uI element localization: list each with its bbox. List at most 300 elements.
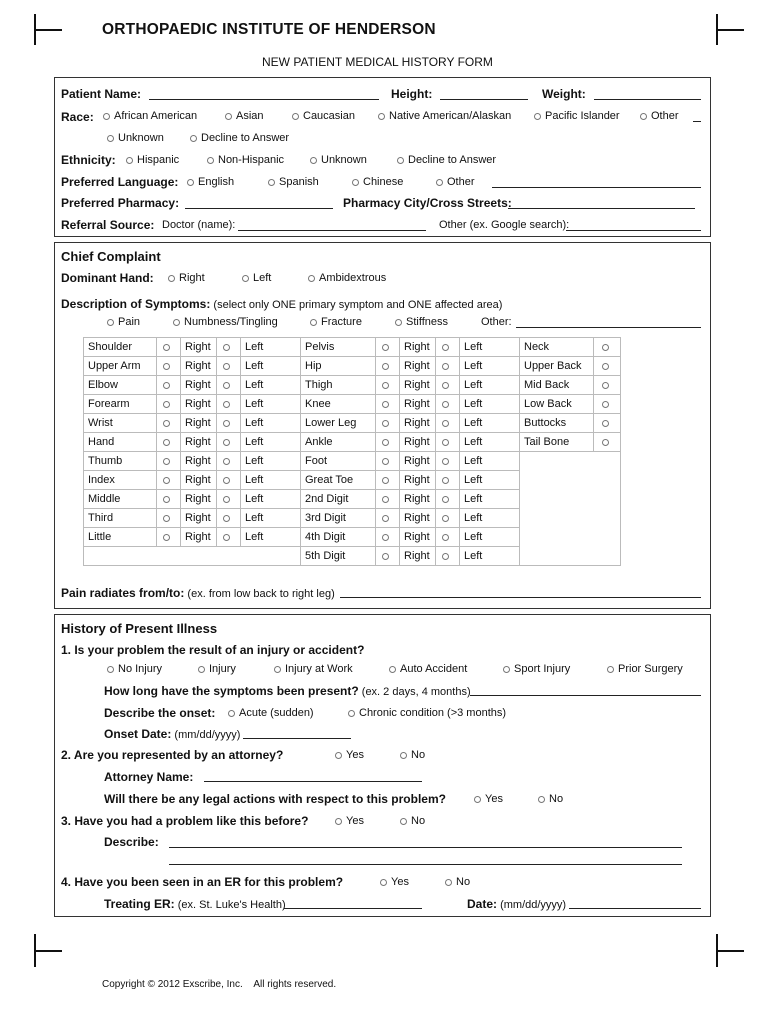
- left-label: Left: [460, 490, 520, 509]
- radio-cell[interactable]: [436, 395, 460, 414]
- er-field[interactable]: [284, 908, 422, 909]
- radio-icon: [348, 710, 355, 717]
- attorney-yes-option[interactable]: Yes: [335, 749, 364, 761]
- right-label: Right: [400, 376, 436, 395]
- radio-cell[interactable]: [157, 471, 181, 490]
- injury-option[interactable]: No Injury: [107, 663, 162, 675]
- symptom-option[interactable]: Fracture: [310, 316, 362, 328]
- radio-icon: [352, 179, 359, 186]
- table-row: [84, 376, 621, 395]
- radio-icon: [607, 666, 614, 673]
- hpi-section: [54, 614, 711, 917]
- referral-doctor-field[interactable]: [238, 230, 426, 231]
- radio-cell[interactable]: [594, 376, 621, 395]
- radio-cell[interactable]: [157, 338, 181, 357]
- body-part-cell: Hand: [84, 433, 157, 452]
- radio-icon: [534, 113, 541, 120]
- injury-option[interactable]: Injury at Work: [274, 663, 353, 675]
- right-label: Right: [181, 376, 217, 395]
- radio-icon: [602, 382, 609, 389]
- radio-icon: [602, 401, 609, 408]
- left-label: Left: [460, 452, 520, 471]
- language-option[interactable]: English: [187, 176, 234, 188]
- radio-cell[interactable]: [376, 376, 400, 395]
- race-option[interactable]: Pacific Islander: [534, 110, 620, 122]
- radio-icon: [397, 157, 404, 164]
- radio-icon: [378, 113, 385, 120]
- radio-cell[interactable]: [157, 433, 181, 452]
- right-label: Right: [181, 338, 217, 357]
- radio-icon: [163, 420, 170, 427]
- radio-cell[interactable]: [436, 433, 460, 452]
- radio-cell[interactable]: [376, 338, 400, 357]
- radio-icon: [223, 401, 230, 408]
- body-part-cell: Knee: [301, 395, 376, 414]
- left-label: Left: [241, 357, 301, 376]
- radio-icon: [292, 113, 299, 120]
- radio-cell[interactable]: [217, 452, 241, 471]
- radio-cell[interactable]: [436, 357, 460, 376]
- er-date-row: [467, 897, 566, 911]
- radio-icon: [335, 818, 342, 825]
- radio-cell[interactable]: [217, 376, 241, 395]
- right-label: Right: [181, 357, 217, 376]
- radio-icon: [190, 135, 197, 142]
- right-label: Right: [181, 433, 217, 452]
- radio-cell[interactable]: [436, 376, 460, 395]
- right-label: Right: [181, 509, 217, 528]
- radio-icon: [107, 666, 114, 673]
- radio-icon: [442, 420, 449, 427]
- q2-label: 2. Are you represented by an attorney?: [61, 748, 284, 762]
- body-part-cell: Wrist: [84, 414, 157, 433]
- radio-cell[interactable]: [376, 395, 400, 414]
- empty-cell: [84, 547, 301, 566]
- injury-option[interactable]: Injury: [198, 663, 236, 675]
- right-label: Right: [181, 414, 217, 433]
- radio-cell[interactable]: [436, 471, 460, 490]
- crop-mark-br-h: [716, 950, 744, 952]
- race-option[interactable]: Unknown: [107, 132, 164, 144]
- height-label: Height:: [391, 87, 433, 101]
- radio-icon: [163, 401, 170, 408]
- body-part-cell: Upper Back: [520, 357, 594, 376]
- body-part-cell: Index: [84, 471, 157, 490]
- symptom-option[interactable]: Stiffness: [395, 316, 448, 328]
- ethnicity-option[interactable]: Unknown: [310, 154, 367, 166]
- radio-cell[interactable]: [157, 414, 181, 433]
- injury-option[interactable]: Auto Accident: [389, 663, 467, 675]
- radio-icon: [442, 363, 449, 370]
- prior-no-option[interactable]: No: [400, 815, 425, 827]
- left-label: Left: [241, 490, 301, 509]
- dominant-hand-option[interactable]: Ambidextrous: [308, 272, 386, 284]
- radiates-field[interactable]: [340, 597, 701, 598]
- referral-label: Referral Source:: [61, 218, 155, 232]
- right-label: Right: [181, 395, 217, 414]
- radio-cell[interactable]: [217, 471, 241, 490]
- radio-icon: [445, 879, 452, 886]
- body-part-cell: Thumb: [84, 452, 157, 471]
- left-label: Left: [241, 452, 301, 471]
- radio-icon: [640, 113, 647, 120]
- radio-cell[interactable]: [376, 452, 400, 471]
- race-option[interactable]: Other: [640, 110, 679, 122]
- institute-title: ORTHOPAEDIC INSTITUTE OF HENDERSON: [102, 21, 436, 38]
- radio-icon: [198, 666, 205, 673]
- radio-cell[interactable]: [436, 414, 460, 433]
- right-label: Right: [181, 452, 217, 471]
- radio-cell[interactable]: [217, 490, 241, 509]
- radio-cell[interactable]: [157, 376, 181, 395]
- radio-cell[interactable]: [376, 357, 400, 376]
- right-label: Right: [400, 471, 436, 490]
- language-other-field[interactable]: [492, 187, 701, 188]
- dominant-hand-label: Dominant Hand:: [61, 271, 154, 285]
- pharmacy-city-label: Pharmacy City/Cross Streets:: [343, 196, 512, 210]
- radio-icon: [400, 818, 407, 825]
- radio-icon: [223, 458, 230, 465]
- pharmacy-city-field[interactable]: [508, 208, 695, 209]
- race-label: Race:: [61, 110, 94, 124]
- describe-field-1[interactable]: [169, 847, 682, 848]
- radio-icon: [225, 113, 232, 120]
- empty-cell: [520, 452, 621, 566]
- radio-icon: [382, 420, 389, 427]
- radio-cell[interactable]: [376, 547, 400, 566]
- radio-cell[interactable]: [436, 338, 460, 357]
- radio-cell[interactable]: [157, 395, 181, 414]
- symptom-option[interactable]: Pain: [107, 316, 140, 328]
- radio-cell[interactable]: [217, 357, 241, 376]
- radio-cell[interactable]: [157, 357, 181, 376]
- onset-date-field[interactable]: [243, 738, 351, 739]
- radio-icon: [126, 157, 133, 164]
- symptom-other-field[interactable]: [516, 327, 701, 328]
- radio-cell[interactable]: [594, 357, 621, 376]
- radio-icon: [310, 319, 317, 326]
- legal-no-option[interactable]: No: [538, 793, 563, 805]
- body-part-cell: Buttocks: [520, 414, 594, 433]
- injury-option[interactable]: Prior Surgery: [607, 663, 683, 675]
- pharmacy-label: Preferred Pharmacy:: [61, 196, 180, 210]
- body-part-cell: Mid Back: [520, 376, 594, 395]
- er-no-option[interactable]: No: [445, 876, 470, 888]
- right-label: Right: [400, 433, 436, 452]
- table-row: [84, 452, 621, 471]
- body-part-cell: Ankle: [301, 433, 376, 452]
- radio-icon: [380, 879, 387, 886]
- radiates-label: Pain radiates from/to:: [61, 586, 185, 600]
- radio-icon: [107, 319, 114, 326]
- body-part-cell: Little: [84, 528, 157, 547]
- radio-cell[interactable]: [157, 490, 181, 509]
- body-part-cell: Tail Bone: [520, 433, 594, 452]
- radio-icon: [602, 344, 609, 351]
- radio-icon: [400, 752, 407, 759]
- symptoms-row: [61, 297, 502, 311]
- left-label: Left: [241, 376, 301, 395]
- radio-icon: [382, 496, 389, 503]
- right-label: Right: [400, 452, 436, 471]
- left-label: Left: [460, 509, 520, 528]
- radio-cell[interactable]: [376, 471, 400, 490]
- weight-field[interactable]: [594, 99, 701, 100]
- body-part-cell: Low Back: [520, 395, 594, 414]
- legal-yes-option[interactable]: Yes: [474, 793, 503, 805]
- radio-icon: [538, 796, 545, 803]
- radio-cell[interactable]: [157, 509, 181, 528]
- body-part-cell: 3rd Digit: [301, 509, 376, 528]
- symptom-option[interactable]: Numbness/Tingling: [173, 316, 278, 328]
- copyright-text: Copyright © 2012 Exscribe, Inc. All rights reserved.: [102, 979, 337, 990]
- radio-icon: [187, 179, 194, 186]
- radio-icon: [223, 344, 230, 351]
- race-option[interactable]: Decline to Answer: [190, 132, 289, 144]
- right-label: Right: [400, 338, 436, 357]
- table-row: [84, 357, 621, 376]
- pharmacy-field[interactable]: [185, 208, 333, 209]
- radio-icon: [223, 515, 230, 522]
- radio-cell[interactable]: [436, 547, 460, 566]
- right-label: Right: [400, 509, 436, 528]
- radio-icon: [163, 382, 170, 389]
- radio-cell[interactable]: [594, 338, 621, 357]
- radio-cell[interactable]: [376, 528, 400, 547]
- radio-icon: [163, 363, 170, 370]
- describe-field-2[interactable]: [169, 864, 682, 865]
- left-label: Left: [241, 471, 301, 490]
- crop-mark-tr-h: [716, 29, 744, 31]
- radio-icon: [310, 157, 317, 164]
- language-option[interactable]: Chinese: [352, 176, 403, 188]
- injury-option[interactable]: Sport Injury: [503, 663, 570, 675]
- table-row: [84, 338, 621, 357]
- crop-mark-bl-h: [34, 950, 62, 952]
- patient-name-label: Patient Name:: [61, 87, 142, 101]
- legal-actions-label: Will there be any legal actions with respect to this problem?: [104, 792, 446, 806]
- chief-complaint-heading: Chief Complaint: [61, 249, 161, 264]
- radio-cell[interactable]: [376, 433, 400, 452]
- radiates-row: [61, 586, 335, 600]
- q3-label: 3. Have you had a problem like this before?: [61, 814, 309, 828]
- onset-option[interactable]: Chronic condition (>3 months): [348, 707, 506, 719]
- radio-icon: [436, 179, 443, 186]
- radio-icon: [602, 420, 609, 427]
- radio-icon: [602, 363, 609, 370]
- duration-field[interactable]: [470, 695, 701, 696]
- right-label: Right: [181, 528, 217, 547]
- race-other-field[interactable]: [693, 121, 701, 122]
- body-part-cell: Shoulder: [84, 338, 157, 357]
- race-option[interactable]: Native American/Alaskan: [378, 110, 511, 122]
- crop-mark-tl-h: [34, 29, 62, 31]
- attorney-name-field[interactable]: [204, 781, 422, 782]
- radio-icon: [107, 135, 114, 142]
- radio-icon: [442, 458, 449, 465]
- right-label: Right: [181, 490, 217, 509]
- ethnicity-option[interactable]: Non-Hispanic: [207, 154, 284, 166]
- left-label: Left: [241, 433, 301, 452]
- dominant-hand-option[interactable]: Left: [242, 272, 271, 284]
- right-label: Right: [400, 414, 436, 433]
- language-option[interactable]: Spanish: [268, 176, 319, 188]
- right-label: Right: [400, 547, 436, 566]
- radio-cell[interactable]: [594, 433, 621, 452]
- radio-icon: [382, 553, 389, 560]
- radio-cell[interactable]: [217, 338, 241, 357]
- left-label: Left: [460, 414, 520, 433]
- radio-icon: [382, 477, 389, 484]
- ethnicity-option[interactable]: Hispanic: [126, 154, 179, 166]
- onset-date-row: [104, 727, 240, 741]
- ethnicity-option[interactable]: Decline to Answer: [397, 154, 496, 166]
- height-field[interactable]: [440, 99, 528, 100]
- radio-icon: [442, 496, 449, 503]
- radio-cell[interactable]: [594, 395, 621, 414]
- referral-other-field[interactable]: [566, 230, 701, 231]
- radio-icon: [382, 515, 389, 522]
- radio-cell[interactable]: [436, 452, 460, 471]
- body-part-cell: Third: [84, 509, 157, 528]
- radio-icon: [103, 113, 110, 120]
- race-option[interactable]: Asian: [225, 110, 264, 122]
- radio-icon: [274, 666, 281, 673]
- left-label: Left: [460, 395, 520, 414]
- right-label: Right: [400, 395, 436, 414]
- hpi-heading: History of Present Illness: [61, 621, 218, 636]
- radio-icon: [442, 344, 449, 351]
- body-part-cell: Upper Arm: [84, 357, 157, 376]
- radio-cell[interactable]: [436, 528, 460, 547]
- radio-icon: [442, 534, 449, 541]
- radio-icon: [207, 157, 214, 164]
- radio-cell[interactable]: [594, 414, 621, 433]
- er-date-label: Date:: [467, 897, 498, 911]
- left-label: Left: [241, 338, 301, 357]
- onset-option[interactable]: Acute (sudden): [228, 707, 314, 719]
- body-part-cell: Thigh: [301, 376, 376, 395]
- radio-icon: [382, 363, 389, 370]
- radio-icon: [163, 458, 170, 465]
- patient-name-field[interactable]: [149, 99, 379, 100]
- radio-icon: [163, 515, 170, 522]
- radio-icon: [163, 496, 170, 503]
- er-label: Treating ER:: [104, 897, 175, 911]
- q4-label: 4. Have you been seen in an ER for this problem?: [61, 875, 344, 889]
- er-yes-option[interactable]: Yes: [380, 876, 409, 888]
- body-part-cell: Lower Leg: [301, 414, 376, 433]
- ethnicity-label: Ethnicity:: [61, 153, 116, 167]
- left-label: Left: [460, 433, 520, 452]
- right-label: Right: [181, 471, 217, 490]
- weight-label: Weight:: [542, 87, 586, 101]
- radio-icon: [382, 439, 389, 446]
- attorney-no-option[interactable]: No: [400, 749, 425, 761]
- radio-cell[interactable]: [157, 452, 181, 471]
- onset-date-note: (mm/dd/yyyy): [174, 729, 241, 741]
- left-label: Left: [460, 528, 520, 547]
- body-part-cell: Elbow: [84, 376, 157, 395]
- radio-icon: [389, 666, 396, 673]
- left-label: Left: [241, 395, 301, 414]
- radio-icon: [308, 275, 315, 282]
- onset-date-label: Onset Date:: [104, 727, 172, 741]
- er-note: (ex. St. Luke's Health): [177, 899, 286, 911]
- radio-cell[interactable]: [436, 490, 460, 509]
- prior-yes-option[interactable]: Yes: [335, 815, 364, 827]
- body-part-cell: Neck: [520, 338, 594, 357]
- radio-cell[interactable]: [217, 509, 241, 528]
- radio-icon: [173, 319, 180, 326]
- dominant-hand-option[interactable]: Right: [168, 272, 205, 284]
- radio-icon: [503, 666, 510, 673]
- left-label: Left: [460, 357, 520, 376]
- radio-cell[interactable]: [376, 490, 400, 509]
- radio-icon: [395, 319, 402, 326]
- symptoms-label: Description of Symptoms:: [61, 297, 211, 311]
- radio-icon: [474, 796, 481, 803]
- duration-row: [104, 684, 471, 698]
- radio-cell[interactable]: [376, 509, 400, 528]
- radio-icon: [223, 420, 230, 427]
- radio-icon: [442, 401, 449, 408]
- radio-icon: [223, 477, 230, 484]
- radio-cell[interactable]: [217, 528, 241, 547]
- body-part-cell: Foot: [301, 452, 376, 471]
- body-part-table: [83, 337, 621, 566]
- onset-label: Describe the onset:: [104, 706, 216, 720]
- radio-icon: [335, 752, 342, 759]
- radio-cell[interactable]: [217, 433, 241, 452]
- er-date-field[interactable]: [569, 908, 701, 909]
- language-option[interactable]: Other: [436, 176, 475, 188]
- radio-cell[interactable]: [157, 528, 181, 547]
- body-part-cell: Middle: [84, 490, 157, 509]
- symptoms-note: (select only ONE primary symptom and ONE affected area): [213, 299, 503, 311]
- body-part-cell: 4th Digit: [301, 528, 376, 547]
- referral-doctor-label: Doctor (name):: [162, 219, 236, 231]
- radio-cell[interactable]: [217, 395, 241, 414]
- table-row: [84, 414, 621, 433]
- right-label: Right: [400, 357, 436, 376]
- race-option[interactable]: African American: [103, 110, 197, 122]
- radio-icon: [382, 382, 389, 389]
- body-part-cell: Forearm: [84, 395, 157, 414]
- radio-icon: [442, 439, 449, 446]
- radio-icon: [163, 344, 170, 351]
- symptom-other-label: Other:: [481, 316, 512, 328]
- radio-cell[interactable]: [376, 414, 400, 433]
- left-label: Left: [460, 471, 520, 490]
- radio-icon: [382, 344, 389, 351]
- radio-icon: [228, 710, 235, 717]
- table-row: [84, 395, 621, 414]
- q1-label: 1. Is your problem the result of an injury or accident?: [61, 643, 365, 657]
- radio-cell[interactable]: [217, 414, 241, 433]
- radio-icon: [442, 515, 449, 522]
- radio-icon: [442, 477, 449, 484]
- language-label: Preferred Language:: [61, 175, 179, 189]
- left-label: Left: [460, 376, 520, 395]
- body-part-cell: Great Toe: [301, 471, 376, 490]
- radio-icon: [442, 382, 449, 389]
- race-option[interactable]: Caucasian: [292, 110, 355, 122]
- radio-icon: [223, 496, 230, 503]
- radio-cell[interactable]: [436, 509, 460, 528]
- radio-icon: [242, 275, 249, 282]
- radio-icon: [602, 439, 609, 446]
